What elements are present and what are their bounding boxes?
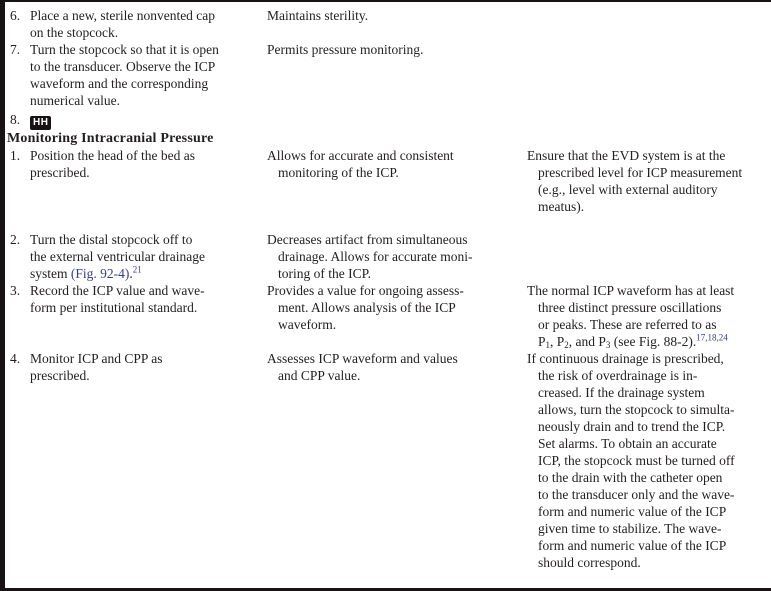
rationale-cell [263,7,523,24]
step-cell [5,111,263,130]
text-line: the risk of overdrainage is in- [538,368,698,383]
text-line: to the drain with the catheter open [538,470,723,485]
text-line: Record the ICP value and wave- [30,283,205,298]
text-line: ICP, the stopcock must be turned off [538,453,735,468]
text-line: toring of the ICP. [278,266,371,281]
step-number: 7. [10,42,21,57]
text-line: Allows for accurate and consistent [267,148,454,163]
considerations-cell [523,147,771,215]
text-line: prescribed. [30,165,90,180]
subscript-text: 3 [605,340,611,350]
text-line: to the transducer. Observe the ICP [30,59,216,74]
text-line: three distinct pressure oscillations [538,300,722,315]
text-line: Assesses ICP waveform and values [267,351,458,366]
text-line: Maintains sterility. [267,8,369,23]
rationale-cell [263,231,523,282]
section-header: Monitoring Intracranial Pressure [7,131,214,146]
text-line: Permits pressure monitoring. [267,42,424,57]
step-cell [5,41,263,109]
step-number: 1. [10,148,21,163]
text-line: or peaks. These are referred to as [538,317,717,332]
text-line: neously drain and to trend the ICP. [538,419,726,434]
table-row [5,282,771,350]
text-line: form per institutional standard. [30,300,198,315]
hand-hygiene-icon[interactable]: HH [30,116,51,130]
text-line: Ensure that the EVD system is at the [527,148,726,163]
text-line: Place a new, sterile nonvented cap [30,8,216,23]
text-line: meatus). [538,199,585,214]
text-line: If continuous drainage is prescribed, [527,351,724,366]
step-cell [5,350,263,384]
text-line: form and numeric value of the ICP [538,538,727,553]
considerations-cell [523,282,771,350]
table-row [5,231,771,282]
text-line: system (Fig. 92-4).$^{21}$ [30,264,142,281]
step-cell [5,282,263,316]
text-line: waveform. [278,317,337,332]
text-line: The normal ICP waveform has at least [527,283,735,298]
text-line [30,111,263,130]
text-line: allows, turn the stopcock to simulta- [538,402,735,417]
text-line: Set alarms. To obtain an accurate [538,436,717,451]
step-cell [5,147,263,181]
text-line: Decreases artifact from simultaneous [267,232,468,247]
rationale-cell [263,41,523,58]
text-line: $P_1$, $P_2$, and $P_3$ (see Fig. 88-2).$^{17,18,24}$ [538,332,728,350]
text-line: ment. Allows analysis of the ICP [278,300,456,315]
text-line: Turn the stopcock so that it is open [30,42,219,57]
text-line: Monitor ICP and CPP as [30,351,163,366]
step-number: 4. [10,351,21,366]
text-line: waveform and the corresponding [30,76,209,91]
step-number: 2. [10,232,21,247]
text-line: drainage. Allows for accurate moni- [278,249,473,264]
text-line: the external ventricular drainage [30,249,206,264]
step-cell [5,7,263,41]
table-row [5,147,771,215]
text-line: creased. If the drainage system [538,385,705,400]
procedure-table [5,2,771,571]
table-row [5,7,771,41]
rationale-cell [263,282,523,333]
rationale-cell [263,350,523,384]
text-line: form and numeric value of the ICP [538,504,727,519]
text-line: monitoring of the ICP. [278,165,399,180]
reference-citation-link[interactable]: 21 [132,264,142,275]
text-line: prescribed level for ICP measurement [538,165,743,180]
text-line: Provides a value for ongoing assess- [267,283,464,298]
table-row [5,350,771,571]
text-line: on the stopcock. [30,25,119,40]
subscript-text: 1 [545,340,551,350]
text-line: and CPP value. [278,368,361,383]
text-line: to the transducer only and the wave- [538,487,735,502]
figure-link[interactable]: (Fig. 92-4) [70,266,130,281]
step-number: 3. [10,283,21,298]
text-line: Position the head of the bed as [30,148,195,163]
step-number: 8. [10,112,21,127]
text-line: Turn the distal stopcock off to [30,232,193,247]
table-row [5,111,771,130]
step-number: 6. [10,8,21,23]
considerations-cell [523,350,771,571]
rationale-cell [263,147,523,181]
step-cell [5,231,263,282]
text-line: prescribed. [30,368,90,383]
subscript-text: 2 [564,340,569,350]
text-line: given time to stabilize. The wave- [538,521,722,536]
reference-citation-link[interactable]: 17,18,24 [696,332,728,343]
text-line: should correspond. [538,555,641,570]
text-line: (e.g., level with external auditory [538,182,718,197]
table-row [5,41,771,109]
text-line: numerical value. [30,93,120,108]
